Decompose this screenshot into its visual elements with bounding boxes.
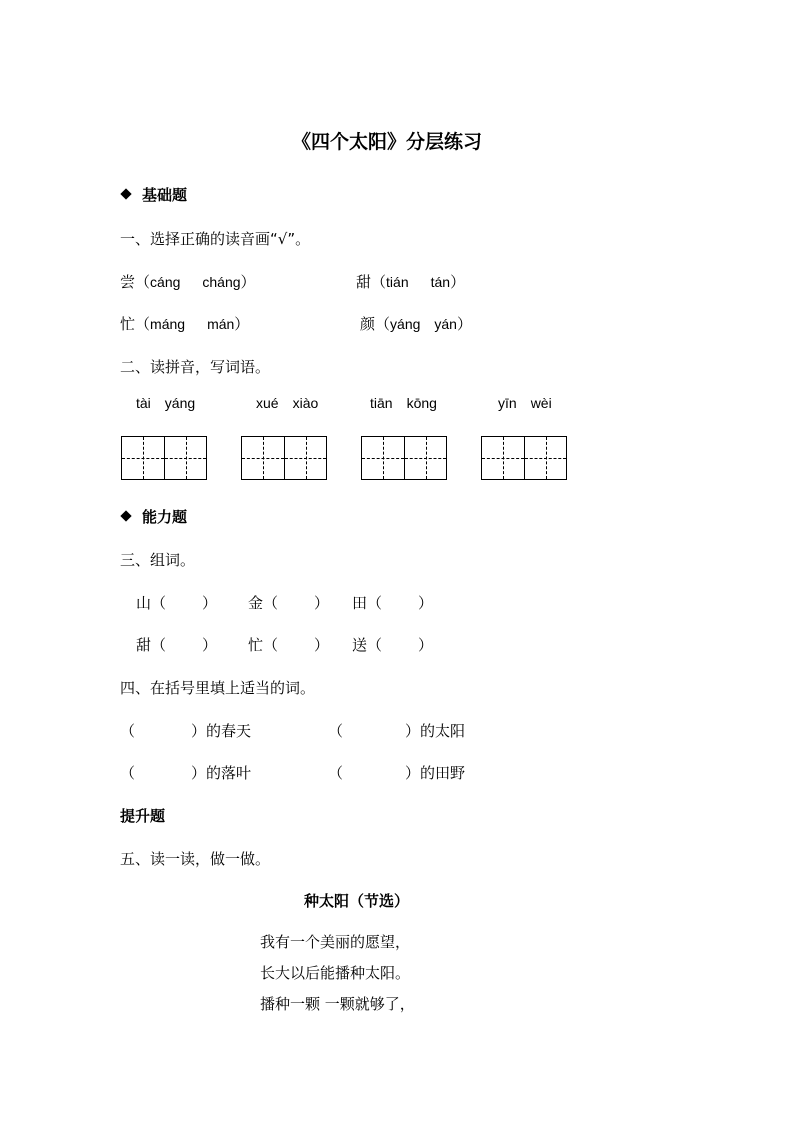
pinyin-syllable: tiān [370,395,393,411]
q2-prompt: 二、读拼音，写词语。 [120,358,271,376]
q1-item-1: 尝（cáng cháng） [120,273,256,291]
q4-item: （ ）的落叶 [120,764,252,782]
q1-option-b[interactable]: tán [430,274,451,290]
pinyin-syllable: yáng [164,395,196,411]
section-ability-label: 能力题 [142,508,188,526]
page-title: 《四个太阳》分层练习 [292,131,483,153]
q1-char: 尝 [120,273,136,291]
pinyin-syllable: kōng [406,395,437,411]
q3-item: 田（ ） [352,594,434,612]
q1-item-4: 颜（yáng yán） [360,315,472,333]
grid-cell[interactable] [122,437,164,479]
poem-title: 种太阳（节选） [304,892,410,910]
q2-pinyin-1 [136,395,195,411]
writing-grid-1[interactable] [121,436,207,480]
q1-option-b[interactable]: cháng [202,274,241,290]
diamond-bullet-icon [120,510,131,521]
q3-item: 甜（ ） [136,636,218,654]
grid-cell[interactable] [164,437,206,479]
grid-cell[interactable] [482,437,524,479]
grid-cell[interactable] [242,437,284,479]
q4-item: （ ）的田野 [328,764,466,782]
q1-option-a[interactable]: tián [386,274,409,290]
pinyin-syllable: tài [136,395,151,411]
q1-item-2: 甜（tián tán） [356,273,466,291]
q1-option-b[interactable]: yán [434,316,457,332]
q1-option-b[interactable]: mán [207,316,235,332]
q3-item: 送（ ） [352,636,434,654]
writing-grid-3[interactable] [361,436,447,480]
q1-char: 忙 [120,315,136,333]
pinyin-syllable: xiào [292,395,319,411]
grid-cell[interactable] [404,437,446,479]
q3-item: 金（ ） [248,594,330,612]
grid-cell[interactable] [524,437,566,479]
writing-grid-4[interactable] [481,436,567,480]
diamond-bullet-icon [120,188,131,199]
poem-line: 长大以后能播种太阳。 [260,964,411,982]
q1-option-a[interactable]: máng [150,316,186,332]
q4-item: （ ）的太阳 [328,722,466,740]
poem-line: 播种一颗 一颗就够了， [260,995,415,1013]
pinyin-syllable: yīn [498,395,517,411]
grid-cell[interactable] [284,437,326,479]
q3-item: 忙（ ） [248,636,330,654]
section-basic-heading [122,184,187,205]
q1-prompt: 一、选择正确的读音画“√”。 [120,230,311,248]
q3-item: 山（ ） [136,594,218,612]
q1-option-a[interactable]: yáng [390,316,421,332]
q2-pinyin-3 [370,395,437,411]
section-advanced-heading: 提升题 [120,807,166,825]
q2-pinyin-2 [256,395,318,411]
q1-char: 甜 [356,273,372,291]
q1-item-3: 忙（máng mán） [120,315,250,333]
q1-option-a[interactable]: cáng [150,274,181,290]
q4-item: （ ）的春天 [120,722,252,740]
pinyin-syllable: wèi [530,395,552,411]
q2-pinyin-4 [498,395,552,411]
q5-prompt: 五、读一读，做一做。 [120,850,271,868]
pinyin-syllable: xué [256,395,279,411]
poem-line: 我有一个美丽的愿望， [260,933,411,951]
section-basic-label: 基础题 [142,186,188,204]
q4-prompt: 四、在括号里填上适当的词。 [120,679,316,697]
q3-prompt: 三、组词。 [120,551,196,569]
q1-char: 颜 [360,315,376,333]
section-ability-heading [122,506,187,527]
grid-cell[interactable] [362,437,404,479]
writing-grid-2[interactable] [241,436,327,480]
